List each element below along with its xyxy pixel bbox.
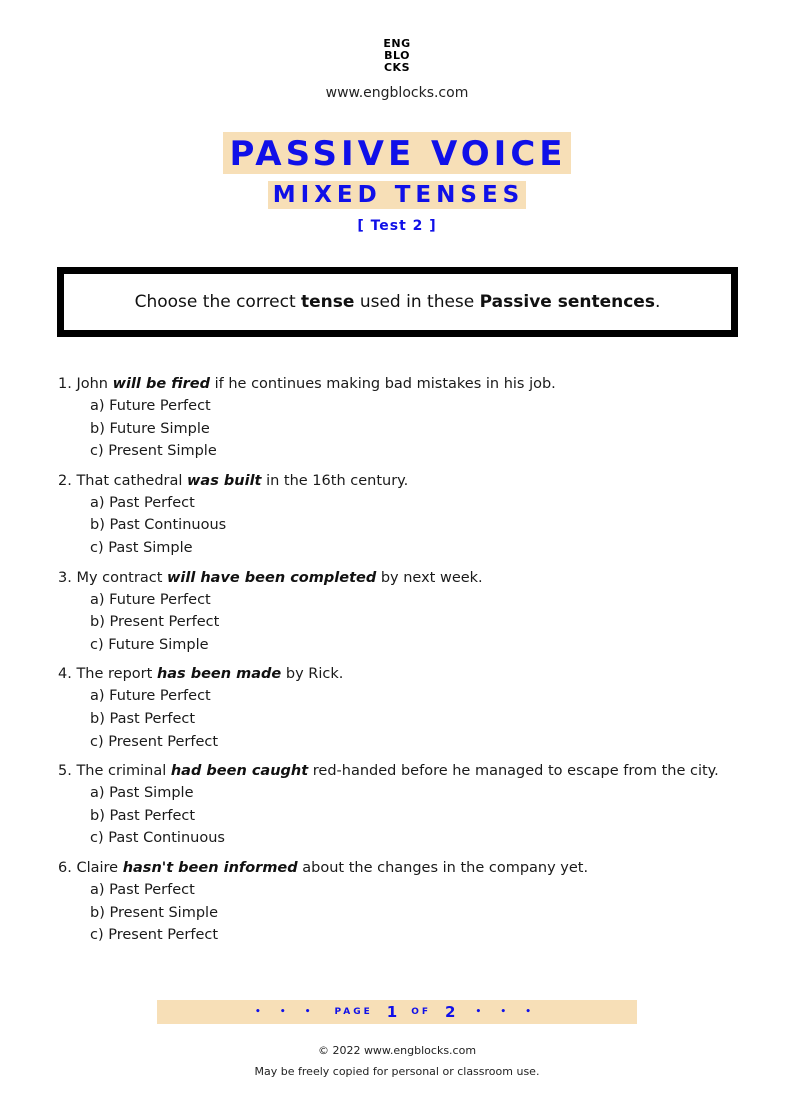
page-title: PASSIVE VOICE [223, 132, 570, 174]
question-number: 6. [58, 859, 72, 876]
page-subtitle: MIXED TENSES [268, 181, 526, 209]
question-number: 1. [58, 376, 72, 392]
question-text [58, 857, 758, 879]
question-text [58, 567, 758, 589]
instruction-mid: used in these [354, 292, 480, 312]
page-current: 1 [386, 1003, 398, 1021]
question-key-phrase: has been made [156, 666, 282, 683]
copyright-text: © 2022 www.engblocks.com [317, 1044, 477, 1057]
logo-line-3: CKS [383, 61, 411, 74]
question-post: about the changes in the company yet. [297, 859, 589, 876]
logo-line-1: ENG [383, 37, 411, 50]
question-key-phrase: was built [187, 472, 262, 489]
option-c[interactable]: c) Past Continuous [90, 830, 225, 847]
page-indicator [157, 1000, 637, 1024]
option-a[interactable]: a) Future Perfect [90, 688, 211, 705]
dots-left: • • • [254, 1007, 319, 1017]
instruction-text [135, 292, 661, 312]
option-b[interactable]: b) Past Perfect [90, 710, 196, 727]
question-6 [58, 857, 758, 947]
option-c[interactable]: c) Future Simple [90, 636, 209, 653]
test-label: [ Test 2 ] [357, 218, 437, 234]
option-c[interactable]: c) Past Simple [90, 539, 193, 556]
option-b[interactable]: b) Present Simple [90, 904, 218, 921]
question-1 [58, 373, 758, 463]
question-text [58, 373, 758, 395]
question-pre: The criminal [71, 763, 171, 780]
option-c[interactable]: c) Present Simple [90, 443, 217, 460]
question-pre: That cathedral [71, 472, 188, 489]
option-b[interactable]: b) Present Perfect [90, 614, 220, 631]
question-number: 2. [58, 472, 72, 489]
license-text: May be freely copied for personal or classroom use. [254, 1065, 540, 1078]
question-number: 4. [58, 666, 72, 683]
question-text [58, 663, 758, 685]
question-post: in the 16th century. [261, 472, 409, 489]
question-key-phrase: had been caught [170, 763, 309, 780]
page-word: PAGE [334, 1007, 373, 1017]
question-text [58, 760, 758, 782]
logo-line-2: BLO [384, 49, 410, 62]
option-a[interactable]: a) Past Simple [90, 785, 194, 802]
question-post: if he continues making bad mistakes in his job. [210, 376, 556, 392]
option-c[interactable]: c) Present Perfect [90, 927, 219, 944]
question-4 [58, 663, 758, 753]
option-b[interactable]: b) Past Perfect [90, 807, 196, 824]
question-text [58, 470, 758, 492]
question-pre: John [71, 376, 113, 392]
option-a[interactable]: a) Past Perfect [90, 494, 195, 511]
site-url[interactable]: www.engblocks.com [325, 85, 469, 101]
question-post: by Rick. [281, 666, 344, 683]
question-key-phrase: will have been completed [167, 569, 377, 586]
question-number: 3. [58, 569, 72, 586]
option-b[interactable]: b) Future Simple [90, 420, 210, 437]
question-key-phrase: hasn't been informed [122, 859, 298, 876]
subtitle-container [0, 181, 794, 209]
test-label-container [0, 215, 794, 234]
option-a[interactable]: a) Past Perfect [90, 881, 195, 898]
dots-right: • • • [475, 1007, 540, 1017]
instruction-box [57, 267, 738, 337]
title-container [0, 132, 794, 174]
question-5 [58, 760, 758, 850]
question-number: 5. [58, 763, 72, 780]
option-c[interactable]: c) Present Perfect [90, 733, 219, 750]
instruction-pre: Choose the correct [134, 292, 302, 312]
question-pre: Claire [71, 859, 123, 876]
page-total: 2 [445, 1003, 456, 1021]
question-pre: The report [71, 666, 157, 683]
option-a[interactable]: a) Future Perfect [90, 398, 211, 414]
question-2 [58, 470, 758, 560]
question-key-phrase: will be fired [112, 376, 210, 392]
question-post: red-handed before he managed to escape from the city. [308, 763, 719, 780]
question-3 [58, 567, 758, 657]
instruction-bold-tense: tense [301, 292, 355, 312]
engblocks-logo [0, 38, 794, 74]
instruction-post: . [654, 292, 661, 312]
option-b[interactable]: b) Past Continuous [90, 517, 227, 534]
instruction-bold-passive: Passive sentences [479, 292, 655, 312]
question-pre: My contract [71, 569, 167, 586]
question-list [58, 373, 758, 954]
option-a[interactable]: a) Future Perfect [90, 591, 211, 608]
question-post: by next week. [376, 569, 483, 586]
of-word: OF [411, 1007, 432, 1017]
